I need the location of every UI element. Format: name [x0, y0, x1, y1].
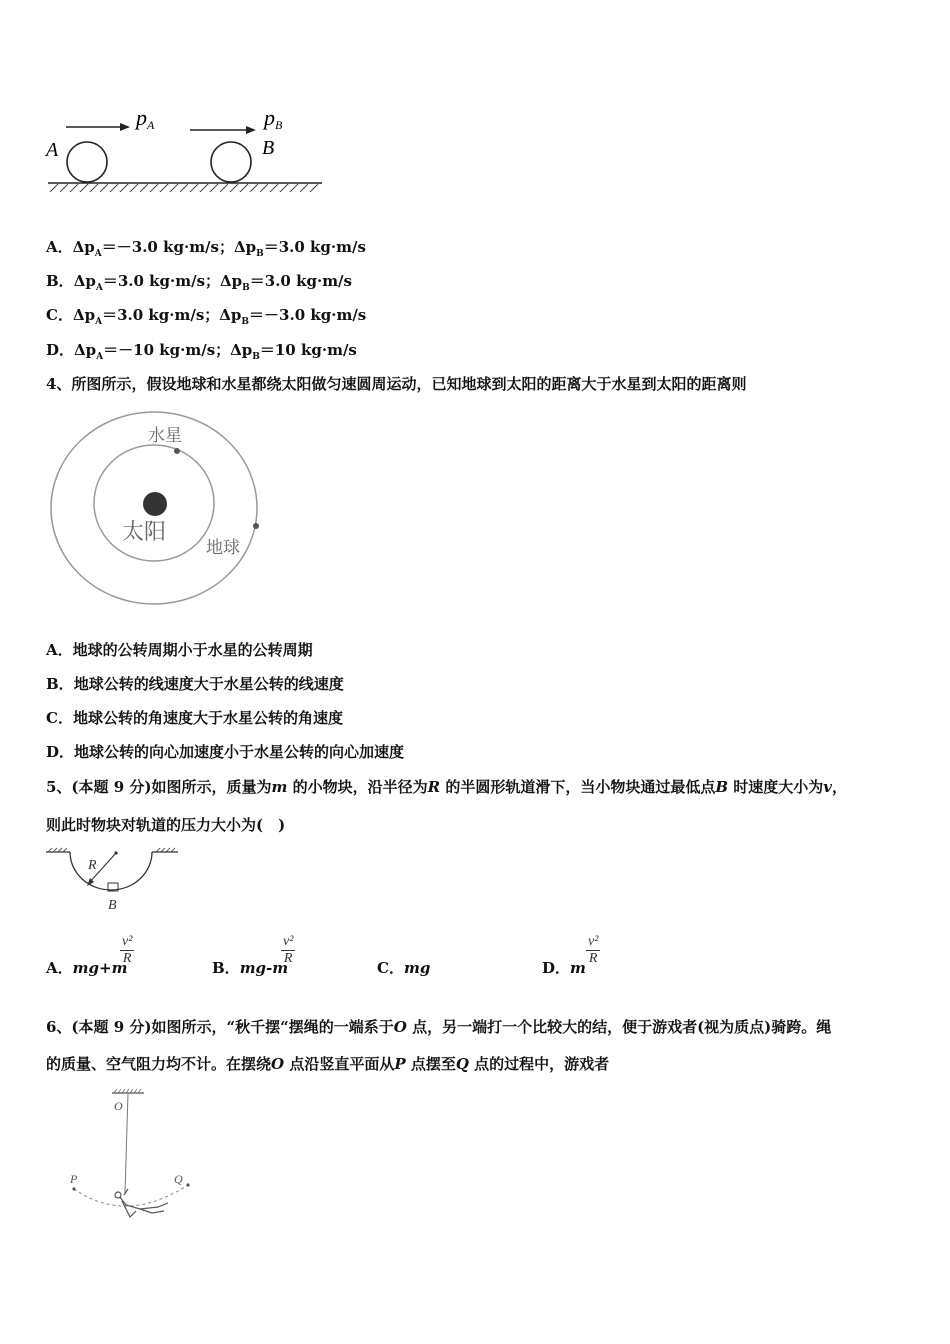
q5-option-d-fraction: $\frac{\text{v²}}{R}$ — [588, 934, 599, 966]
swing-figure — [60, 1085, 210, 1235]
q4-option-b: B．地球公转的线速度大于水星公转的线速度 — [46, 675, 344, 693]
q5-option-a-fraction: $\frac{\text{v²}}{R}$ — [122, 934, 133, 966]
svg-text:pA: pA — [136, 105, 155, 132]
q3-option-a: A．$\Delta p_A=-3.0$ kg·m/s；$\Delta p_B=3.0$ kg·m/s — [46, 238, 366, 259]
label-a: A — [46, 139, 59, 161]
arrow-a-icon — [120, 123, 130, 131]
mercury-icon — [174, 448, 180, 454]
q5-option-d: D．m — [542, 959, 586, 977]
q5-stem-line2: 则此时物块对轨道的压力大小为( ) — [46, 816, 286, 834]
q3-option-c: C．$\Delta p_A=3.0$ kg·m/s；$\Delta p_B=-3.0$ kg·m/s — [46, 306, 367, 327]
q4-option-d: D．地球公转的向心加速度小于水星公转的向心加速度 — [46, 743, 405, 761]
momentum-figure — [40, 100, 330, 200]
q4-option-c: C．地球公转的角速度大于水星公转的角速度 — [46, 709, 343, 727]
q5-option-b-fraction: $\frac{\text{v²}}{R}$ — [283, 934, 294, 966]
swing-rider-icon — [115, 1189, 168, 1217]
label-pa: p — [136, 105, 147, 130]
label-q: Q — [174, 1172, 183, 1186]
q5-option-a: A．mg+m — [46, 959, 128, 977]
q5-option-b: B．mg-m — [212, 959, 289, 977]
label-earth: 地球 — [206, 538, 240, 557]
q5-option-c: C．mg — [377, 959, 431, 977]
sun-icon — [143, 492, 167, 516]
semicircle-track-figure — [44, 845, 184, 915]
arrow-b-icon — [246, 126, 256, 134]
q5-stem-line1: 5、(本题 9 分)如图所示，质量为m 的小物块，沿半径为R 的半圆形轨道滑下，当小物块通过最低点B 时速度大小为v， — [46, 778, 847, 796]
q4-option-a: A．地球的公转周期小于水星的公转周期 — [46, 641, 313, 659]
label-pb: p — [264, 105, 275, 130]
label-b: B — [262, 137, 275, 159]
label-p: P — [70, 1172, 78, 1186]
earth-icon — [253, 523, 259, 529]
q4-stem: 4、所图所示，假设地球和水星都绕太阳做匀速圆周运动，已知地球到太阳的距离大于水星到太阳的距离则 — [46, 375, 747, 393]
label-o: O — [114, 1099, 123, 1113]
q3-option-d: D．$\Delta p_A=-10$ kg·m/s；$\Delta p_B=10$ kg·m/s — [46, 341, 357, 362]
q6-stem-line2: 的质量、空气阻力均不计。在摆绕O 点沿竖直平面从P 点摆至Q 点的过程中，游戏者 — [46, 1055, 610, 1073]
label-b-point: B — [108, 898, 117, 913]
label-sun: 太阳 — [122, 519, 167, 544]
q6-stem-line1: 6、(本题 9 分)如图所示，“秋千摆“摆绳的一端系于O 点，另一端打一个比较大的结，便于游戏者(视为质点)骑跨。绳 — [46, 1018, 832, 1036]
label-mercury: 水星 — [148, 426, 182, 445]
q3-option-b: B．$\Delta p_A=3.0$ kg·m/s；$\Delta p_B=3.0$ kg·m/s — [46, 272, 352, 293]
ball-b — [211, 142, 251, 182]
orbit-figure — [48, 408, 278, 608]
svg-text:pB: pB — [264, 105, 283, 132]
label-r: R — [88, 858, 97, 873]
ball-a — [67, 142, 107, 182]
